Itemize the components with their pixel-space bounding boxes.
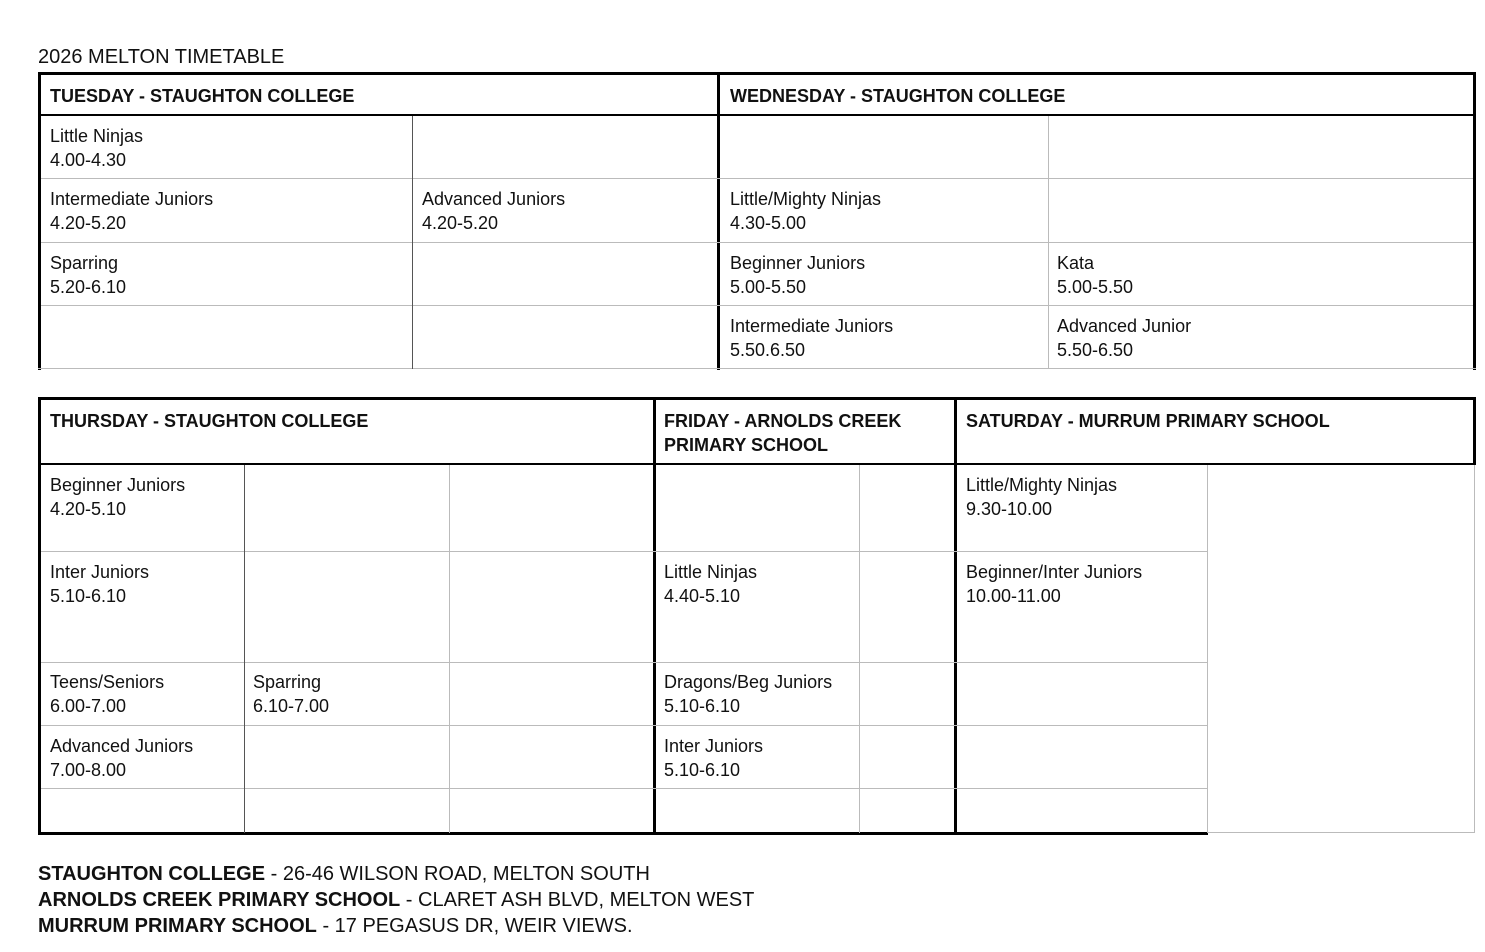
class-slot [50, 734, 193, 782]
venue-address [38, 887, 754, 913]
tuesday-header: TUESDAY - STAUGHTON COLLEGE [50, 86, 355, 106]
class-name: Little/Mighty Ninjas [966, 475, 1118, 495]
table-border [38, 832, 1208, 835]
row-divider [1208, 832, 1475, 833]
class-slot [664, 560, 757, 608]
class-name: Advanced Juniors [422, 189, 566, 209]
class-name: Inter Juniors [50, 562, 150, 582]
class-name: Dragons/Beg Juniors [664, 672, 833, 692]
class-time: 4.20-5.20 [422, 213, 499, 233]
class-name: Advanced Junior [1057, 316, 1192, 336]
venue-location: - 17 PEGASUS DR, WEIR VIEWS. [316, 915, 633, 937]
class-time: 6.00-7.00 [50, 696, 127, 716]
class-name: Beginner/Inter Juniors [966, 562, 1143, 582]
col-divider [1207, 465, 1208, 833]
class-name: Intermediate Juniors [730, 316, 894, 336]
wednesday-header: WEDNESDAY - STAUGHTON COLLEGE [730, 86, 1066, 106]
friday-header [664, 409, 901, 457]
class-name: Little/Mighty Ninjas [730, 189, 882, 209]
col-divider [244, 465, 245, 833]
class-time: 4.20-5.20 [50, 213, 127, 233]
class-name: Inter Juniors [664, 736, 764, 756]
venue-location: - CLARET ASH BLVD, MELTON WEST [400, 889, 755, 911]
table-border [38, 397, 1476, 400]
class-time: 10.00-11.00 [966, 586, 1061, 606]
class-slot [50, 473, 185, 521]
saturday-header: SATURDAY - MURRUM PRIMARY SCHOOL [966, 411, 1330, 431]
col-divider [1474, 465, 1475, 833]
class-name: Beginner Juniors [50, 475, 186, 495]
class-time: 5.00-5.50 [1057, 277, 1134, 297]
class-name: Intermediate Juniors [50, 189, 214, 209]
class-slot [50, 560, 149, 608]
class-name: Little Ninjas [50, 126, 144, 146]
class-name: Advanced Juniors [50, 736, 194, 756]
class-time: 5.50-6.50 [1057, 340, 1134, 360]
class-time: 5.50.6.50 [730, 340, 806, 360]
class-slot [664, 734, 763, 782]
class-name: Teens/Seniors [50, 672, 165, 692]
class-time: 5.10-6.10 [664, 696, 741, 716]
venue-name: MURRUM PRIMARY SCHOOL [38, 915, 317, 937]
class-name: Little Ninjas [664, 562, 758, 582]
class-name: Sparring [50, 253, 119, 273]
class-slot [253, 670, 329, 718]
thursday-header: THURSDAY - STAUGHTON COLLEGE [50, 411, 369, 431]
friday-header-line2: PRIMARY SCHOOL [664, 435, 829, 455]
class-time: 9.30-10.00 [966, 499, 1053, 519]
table-border [1473, 397, 1476, 465]
class-name: Sparring [253, 672, 322, 692]
venue-name: STAUGHTON COLLEGE [38, 863, 266, 885]
table-border [38, 463, 1476, 465]
class-time: 5.20-6.10 [50, 277, 127, 297]
venue-location: - 26-46 WILSON ROAD, MELTON SOUTH [265, 863, 650, 885]
class-slot [966, 473, 1117, 521]
venue-name: ARNOLDS CREEK PRIMARY SCHOOL [38, 889, 401, 911]
class-slot [966, 560, 1142, 608]
class-time: 5.10-6.10 [50, 586, 127, 606]
class-name: Kata [1057, 253, 1095, 273]
col-divider [859, 465, 860, 833]
class-time: 4.30-5.00 [730, 213, 807, 233]
class-time: 7.00-8.00 [50, 760, 127, 780]
class-time: 5.10-6.10 [664, 760, 741, 780]
class-time: 6.10-7.00 [253, 696, 330, 716]
class-time: 4.40-5.10 [664, 586, 741, 606]
friday-header-line1: FRIDAY - ARNOLDS CREEK [664, 411, 902, 431]
page-title: 2026 MELTON TIMETABLE [38, 46, 285, 68]
class-slot [664, 670, 832, 718]
row-divider [41, 551, 1208, 552]
class-time: 5.00-5.50 [730, 277, 807, 297]
class-name: Beginner Juniors [730, 253, 866, 273]
row-divider [41, 788, 1208, 789]
row-divider [41, 725, 1208, 726]
class-time: 4.00-4.30 [50, 150, 127, 170]
col-divider [449, 465, 450, 833]
class-slot [50, 670, 164, 718]
class-time: 4.20-5.10 [50, 499, 127, 519]
venue-address [38, 913, 633, 939]
row-divider [41, 662, 1208, 663]
venue-address [38, 861, 650, 887]
